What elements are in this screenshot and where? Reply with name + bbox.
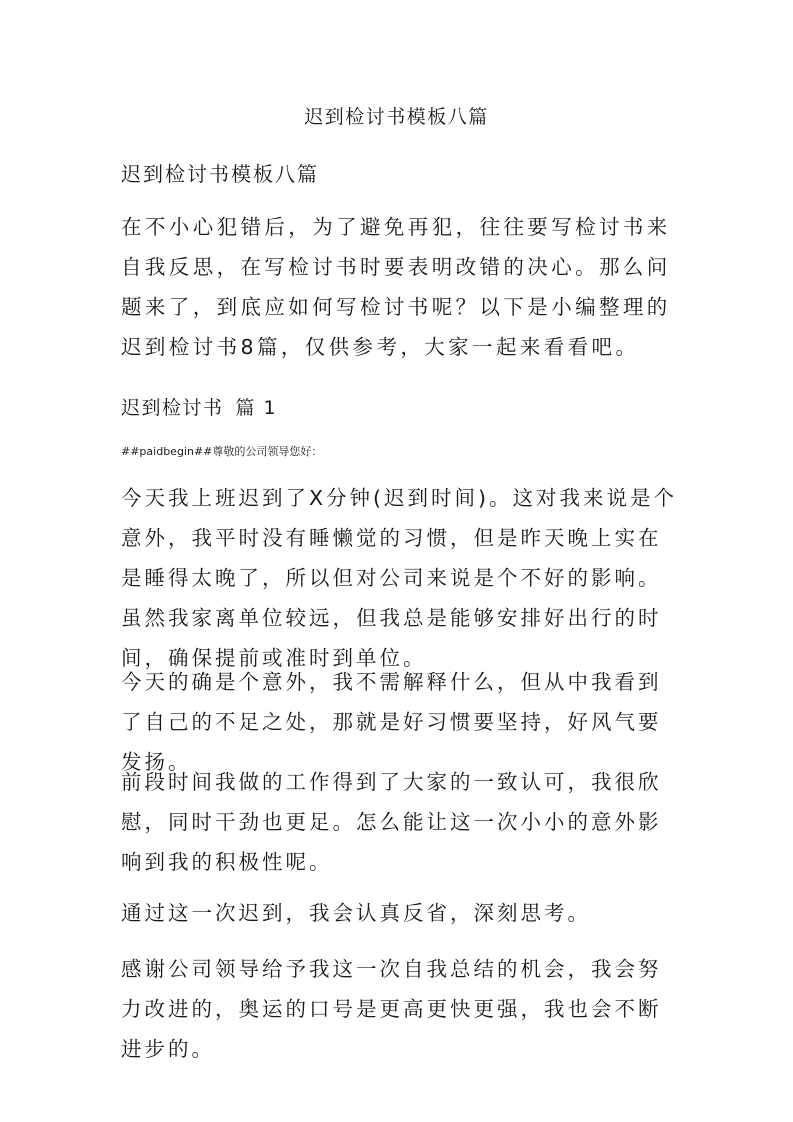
document-subtitle: 迟到检讨书模板八篇: [121, 162, 319, 186]
intro-paragraph: 在不小心犯错后，为了避免再犯，往往要写检讨书来自我反思，在写检讨书时要表明改错的决心。那么问题来了，到底应如何写检讨书呢？以下是小编整理的迟到检讨书8篇，仅供参考，大家一起来看看吧。: [121, 215, 671, 359]
document-title: 迟到检讨书模板八篇: [304, 106, 489, 128]
section-heading: [121, 394, 681, 422]
body-paragraph: 感谢公司领导给予我这一次自我总结的机会，我会努力改进的，奥运的口号是更高更快更强，我也会不断进步的。: [121, 957, 662, 1061]
body-paragraph: 通过这一次迟到，我会认真反省，深刻思考。: [121, 901, 591, 925]
body-paragraph: 前段时间我做的工作得到了大家的一致认可，我很欣慰，同时干劲也更足。怎么能让这一次小小的意外影响到我的积极性呢。: [121, 770, 662, 874]
section-heading-label: 篇 1: [235, 397, 278, 419]
salutation-line: ##paidbegin##尊敬的公司领导您好：: [121, 445, 323, 458]
body-paragraph: 今天的确是个意外，我不需解释什么，但从中我看到了自己的不足之处，那就是好习惯要坚持，好风气要发扬。: [121, 670, 662, 774]
body-paragraph: 今天我上班迟到了X分钟(迟到时间)。这对我来说是个意外，我平时没有睡懒觉的习惯，但是昨天晚上实在是睡得太晚了，所以但对公司来说是个不好的影响。虽然我家离单位较远，但我总是能够安排好出行的时间，确保提前或准时到单位。: [121, 486, 678, 670]
section-heading-name: 迟到检讨书: [121, 397, 224, 419]
